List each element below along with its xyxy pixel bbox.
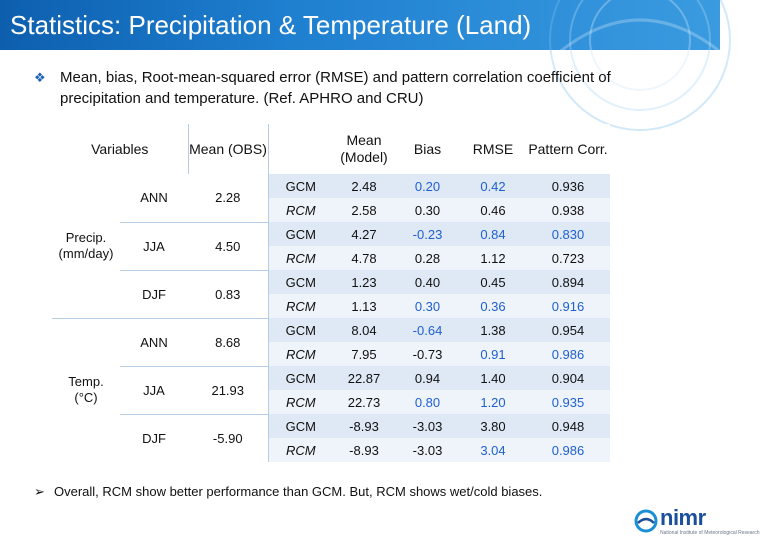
table-cell-mean: 2.48: [333, 174, 395, 198]
table-cell-mean: 1.23: [333, 270, 395, 294]
table-cell-bias: -3.03: [395, 414, 460, 438]
header-row: [52, 124, 610, 174]
table-cell-mean: 22.73: [333, 390, 395, 414]
logo-wordmark: nimr: [660, 505, 706, 530]
table-cell-bias: -0.23: [395, 222, 460, 246]
header-source: [268, 124, 333, 174]
rcm-source-label: RCM: [268, 438, 333, 462]
table-cell-rmse: 1.12: [460, 246, 526, 270]
gcm-source-label: GCM: [268, 174, 333, 198]
season-label: ANN: [120, 318, 188, 366]
header-mean-model: Mean (Model): [333, 124, 395, 174]
table-cell-rmse: 3.80: [460, 414, 526, 438]
season-label: DJF: [120, 270, 188, 318]
table-cell-bias: 0.40: [395, 270, 460, 294]
table-cell-bias: 0.28: [395, 246, 460, 270]
table-cell-rmse: 0.46: [460, 198, 526, 222]
table-cell-rmse: 0.84: [460, 222, 526, 246]
season-label: JJA: [120, 222, 188, 270]
table-cell-bias: 0.94: [395, 366, 460, 390]
title-bar: [0, 0, 720, 50]
slide-title: Statistics: Precipitation & Temperature (Land): [10, 10, 532, 40]
table-cell-corr: 0.935: [526, 390, 610, 414]
table-cell-mean: 4.78: [333, 246, 395, 270]
statistics-table: [52, 124, 610, 462]
header-variables: Variables: [52, 124, 188, 174]
season-label: JJA: [120, 366, 188, 414]
table-cell-mean: 22.87: [333, 366, 395, 390]
table-cell-bias: 0.80: [395, 390, 460, 414]
table-cell-corr: 0.894: [526, 270, 610, 294]
nimr-logo-mark-icon: [634, 509, 658, 533]
table-cell-bias: -3.03: [395, 438, 460, 462]
gcm-source-label: GCM: [268, 414, 333, 438]
obs-mean-cell: 4.50: [188, 222, 268, 270]
table-row: [52, 174, 610, 198]
intro-bullet: [34, 67, 684, 109]
table-cell-corr: 0.830: [526, 222, 610, 246]
table-cell-corr: 0.954: [526, 318, 610, 342]
table-cell-bias: 0.30: [395, 294, 460, 318]
table-cell-rmse: 1.40: [460, 366, 526, 390]
table-row: [52, 414, 610, 438]
obs-mean-cell: -5.90: [188, 414, 268, 462]
table-cell-mean: -8.93: [333, 438, 395, 462]
gcm-source-label: GCM: [268, 222, 333, 246]
season-label: ANN: [120, 174, 188, 222]
table-cell-corr: 0.904: [526, 366, 610, 390]
table-cell-corr: 0.916: [526, 294, 610, 318]
arrow-bullet-icon: ➢: [34, 484, 45, 499]
table-cell-mean: 8.04: [333, 318, 395, 342]
table-cell-bias: 0.30: [395, 198, 460, 222]
gcm-source-label: GCM: [268, 270, 333, 294]
table-row: [52, 366, 610, 390]
header-bias: Bias: [395, 124, 460, 174]
rcm-source-label: RCM: [268, 294, 333, 318]
table-cell-bias: 0.20: [395, 174, 460, 198]
diamond-bullet-icon: ❖: [34, 70, 46, 85]
season-label: DJF: [120, 414, 188, 462]
obs-mean-cell: 8.68: [188, 318, 268, 366]
gcm-source-label: GCM: [268, 366, 333, 390]
conclusion-bullet: [34, 484, 674, 500]
table-cell-mean: 4.27: [333, 222, 395, 246]
nimr-logo: [634, 505, 760, 540]
gcm-source-label: GCM: [268, 318, 333, 342]
variable-group-label: Precip. (mm/day): [52, 174, 120, 318]
table-row: [52, 318, 610, 342]
header-pattern-corr: Pattern Corr.: [526, 124, 610, 174]
header-rmse: RMSE: [460, 124, 526, 174]
table-cell-corr: 0.948: [526, 414, 610, 438]
table-cell-mean: 2.58: [333, 198, 395, 222]
table-cell-bias: -0.64: [395, 318, 460, 342]
table-cell-corr: 0.986: [526, 438, 610, 462]
obs-mean-cell: 21.93: [188, 366, 268, 414]
table-cell-rmse: 1.20: [460, 390, 526, 414]
rcm-source-label: RCM: [268, 198, 333, 222]
table-cell-mean: 1.13: [333, 294, 395, 318]
table-cell-rmse: 3.04: [460, 438, 526, 462]
obs-mean-cell: 0.83: [188, 270, 268, 318]
table-cell-corr: 0.986: [526, 342, 610, 366]
table-cell-mean: 7.95: [333, 342, 395, 366]
table-cell-rmse: 0.36: [460, 294, 526, 318]
table-cell-corr: 0.723: [526, 246, 610, 270]
logo-subtitle: National Institute of Meteorological Research: [660, 530, 760, 536]
rcm-source-label: RCM: [268, 246, 333, 270]
variable-group-label: Temp. (°C): [52, 318, 120, 462]
rcm-source-label: RCM: [268, 342, 333, 366]
rcm-source-label: RCM: [268, 390, 333, 414]
obs-mean-cell: 2.28: [188, 174, 268, 222]
table-cell-rmse: 0.45: [460, 270, 526, 294]
table-cell-rmse: 0.91: [460, 342, 526, 366]
table-cell-mean: -8.93: [333, 414, 395, 438]
table-row: [52, 270, 610, 294]
table-cell-bias: -0.73: [395, 342, 460, 366]
intro-text: Mean, bias, Root-mean-squared error (RMSE) and pattern correlation coefficient of precipitation and temperature. (Ref. APHRO and CRU): [60, 69, 611, 107]
table-cell-corr: 0.938: [526, 198, 610, 222]
table-cell-rmse: 0.42: [460, 174, 526, 198]
table-row: [52, 222, 610, 246]
header-mean-obs: Mean (OBS): [188, 124, 268, 174]
conclusion-text: Overall, RCM show better performance than GCM. But, RCM shows wet/cold biases.: [54, 484, 543, 499]
table-cell-corr: 0.936: [526, 174, 610, 198]
table-cell-rmse: 1.38: [460, 318, 526, 342]
